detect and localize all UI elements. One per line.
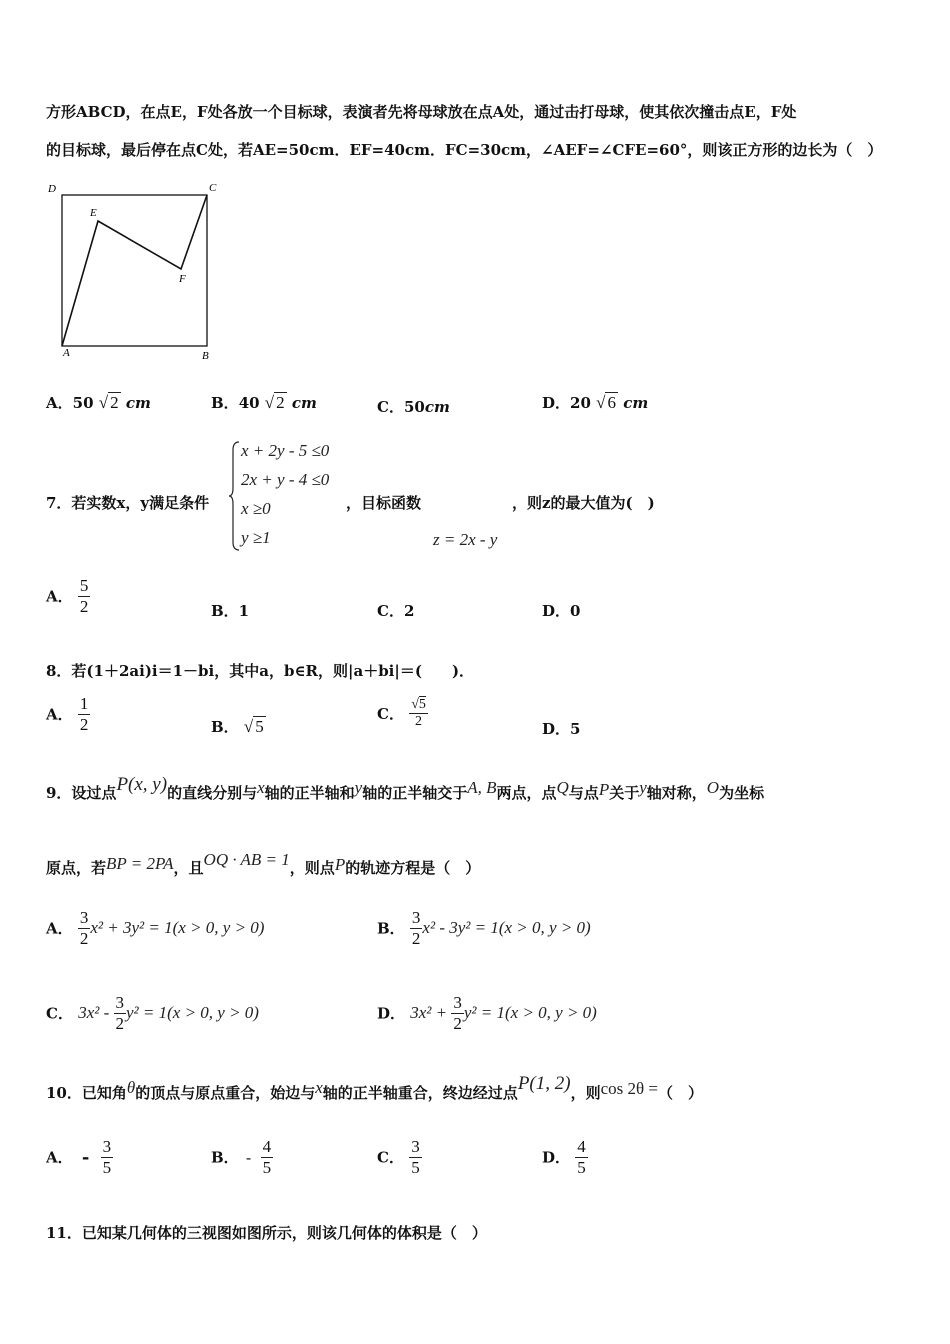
q9-option-b[interactable]: B． $\frac{3}{2}$ x² - 3y² = 1(x > 0, y > 0)	[377, 908, 591, 948]
label-a: A	[63, 347, 70, 359]
q8-stem: 8．若(1＋2ai)i＝1－bi，其中a，b∈R，则|a＋bi|＝( )．	[46, 662, 475, 680]
q7-constraint-2: 2x + y - 4 ≤0	[241, 470, 330, 489]
q7-constraint-1: x + 2y - 5 ≤0	[241, 441, 330, 460]
q10-option-a[interactable]: A． - $\frac{3}{5}$	[46, 1137, 112, 1177]
q7-option-d[interactable]: D．0	[542, 602, 581, 620]
q8-option-a[interactable]: A． $\frac{1}{2}$	[46, 694, 89, 734]
q9-option-d[interactable]: D． 3x² + $\frac{3}{2}$ y² = 1(x > 0, y > 0)	[377, 993, 597, 1033]
q7-stem-c: ，则z的最大值为( )	[512, 494, 655, 512]
q11-stem: 11．已知某几何体的三视图如图所示，则该几何体的体积是（ ）	[46, 1224, 487, 1242]
q6-option-b[interactable]: B．40 √ 2 cm	[211, 393, 317, 412]
q7-option-c[interactable]: C．2	[377, 602, 415, 620]
q7-stem-a: 7．若实数x，y满足条件	[46, 494, 210, 512]
q7-brace	[229, 440, 241, 552]
q6-option-a[interactable]: A．50 √ 2 cm	[46, 393, 151, 412]
label-c: C	[209, 182, 217, 194]
q9-option-a[interactable]: A． $\frac{3}{2}$ x² + 3y² = 1(x > 0, y > 0)	[46, 908, 265, 948]
q10-option-d[interactable]: D． $\frac{4}{5}$	[542, 1137, 586, 1177]
q9-stem-line2: 原点，若BP = 2PA，且OQ · AB = 1，则点P的轨迹方程是（ ）	[46, 850, 481, 877]
q10-option-b[interactable]: B． - $\frac{4}{5}$	[211, 1137, 272, 1177]
label-f: F	[179, 273, 186, 285]
q6-stem-line2: 的目标球，最后停在点C处，若AE=50cm．EF=40cm．FC=30cm，∠AEF=∠CFE=60°，则该正方形的边长为（ ）	[46, 141, 883, 159]
q8-option-c[interactable]: C． $\frac{√5}{2}$	[377, 697, 426, 730]
q6-square-figure	[40, 178, 230, 368]
q10-stem: 10．已知角θ的顶点与原点重合，始边与x轴的正半轴重合，终边经过点P(1, 2)，则cos 2θ =（ ）	[46, 1073, 704, 1102]
q6-option-d[interactable]: D．20 √ 6 cm	[542, 393, 649, 412]
q6-option-c[interactable]: C．50cm	[377, 398, 450, 416]
q9-option-c[interactable]: C． 3x² - $\frac{3}{2}$ y² = 1(x > 0, y > 0)	[46, 993, 259, 1033]
q7-option-b[interactable]: B．1	[211, 602, 250, 620]
q7-option-a[interactable]: A． $\frac{5}{2}$	[46, 576, 89, 616]
q7-stem-b: ，目标函数	[346, 494, 422, 512]
label-d: D	[48, 183, 56, 195]
ball-path-aefc	[62, 195, 207, 346]
q10-option-c[interactable]: C． $\frac{3}{5}$	[377, 1137, 420, 1177]
q8-option-d[interactable]: D．5	[542, 720, 581, 738]
q7-constraint-4: y ≥1	[241, 528, 271, 547]
q7-objective: z = 2x - y	[433, 530, 498, 549]
q6-stem-line1: 方形ABCD，在点E，F处各放一个目标球，表演者先将母球放在点A处，通过击打母球，使其依次撞击点E，F处	[46, 103, 797, 121]
q8-option-b[interactable]: B． √ 5	[211, 717, 264, 736]
label-e: E	[90, 207, 97, 219]
q9-stem-line1: 9．设过点P(x, y)的直线分别与x轴的正半轴和y轴的正半轴交于A, B两点，点Q与点P关于y轴对称，O为坐标	[46, 774, 765, 802]
label-b: B	[202, 350, 209, 362]
q7-constraint-3: x ≥0	[241, 499, 271, 518]
